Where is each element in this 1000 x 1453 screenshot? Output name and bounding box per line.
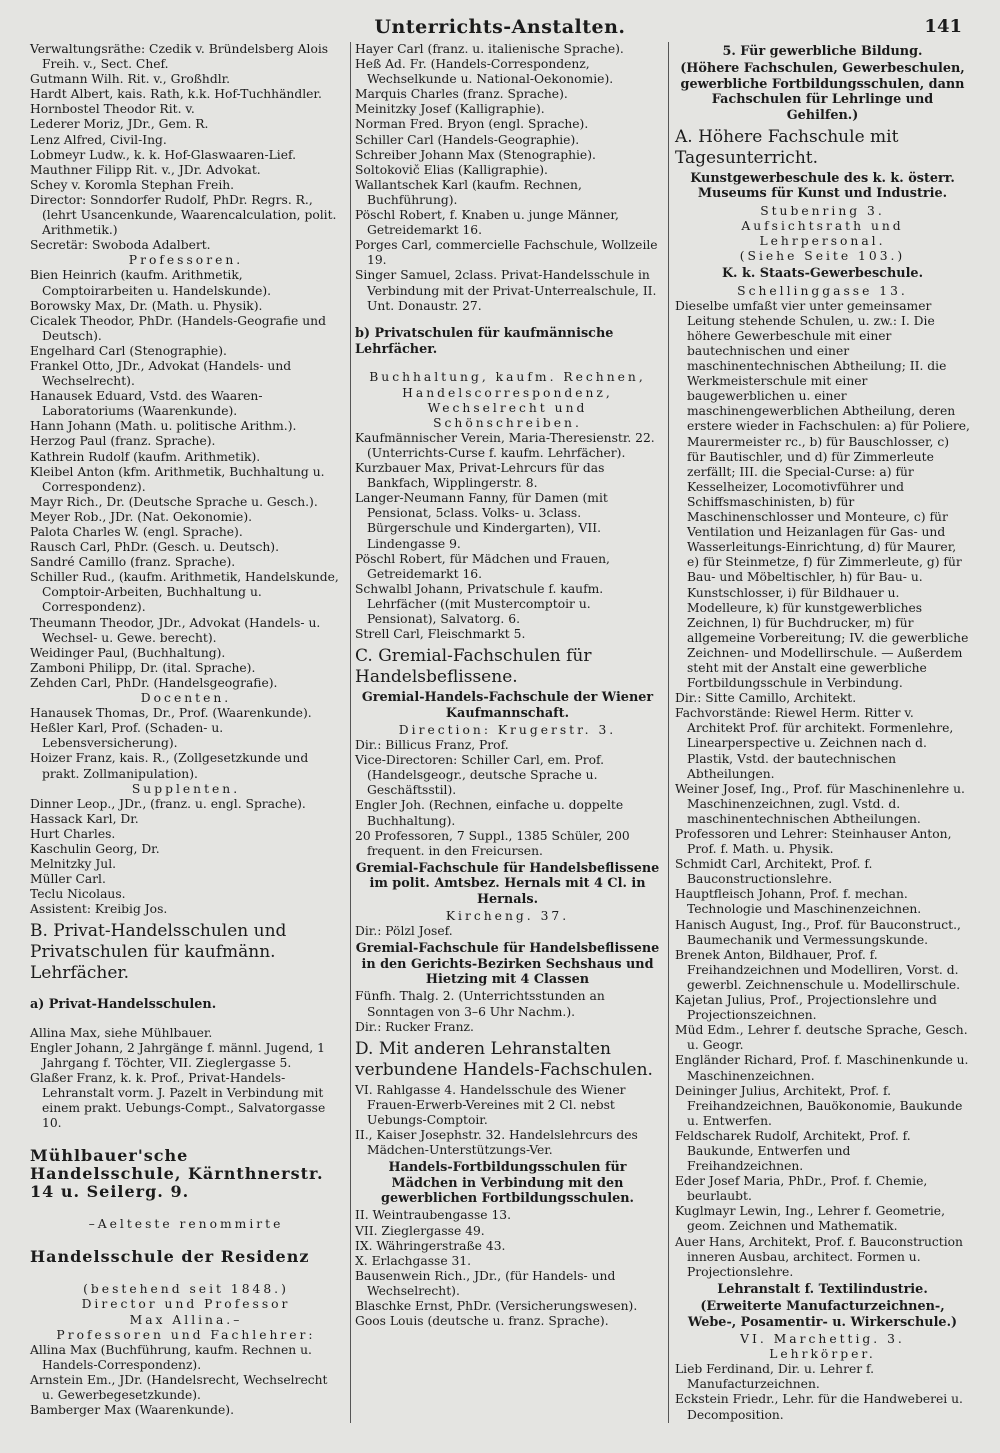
directory-entry: Rausch Carl, PhDr. (Gesch. u. Deutsch). xyxy=(30,540,279,555)
directory-entry: II. Weintraubengasse 13. xyxy=(355,1208,512,1223)
centered-line: Director und Professor xyxy=(81,1297,291,1312)
directory-entry: Fünfh. Thalg. 2. (Unterrichtsstunden an Sonntagen von 3–6 Uhr Nachm.). xyxy=(355,989,605,1019)
directory-entry: Brenek Anton, Bildhauer, Prof. f. Freihandzeichnen und Modelliren, Vorst. d. gewerbl. Zeichnenschule u. Modellirschule. xyxy=(675,947,960,992)
directory-entry: Müller Carl. xyxy=(30,872,106,887)
directory-entry: Hornbostel Theodor Rit. v. xyxy=(30,102,195,117)
directory-entry: Deininger Julius, Architekt, Prof. f. Freihandzeichnen, Bauökonomie, Baukunde u. Entwerfen. xyxy=(675,1083,963,1128)
directory-entry: Frankel Otto, JDr., Advokat (Handels- und Wechselrecht). xyxy=(30,358,292,389)
directory-entry: Allina Max, siehe Mühlbauer. xyxy=(30,1025,213,1040)
directory-entry: Hanausek Eduard, Vstd. des Waaren-Laboratoriums (Waarenkunde). xyxy=(30,389,263,419)
institution-heading: Lehranstalt f. Textilindustrie. xyxy=(717,1281,928,1297)
directory-entry: IX. Währingerstraße 43. xyxy=(355,1238,506,1253)
directory-entry: Allina Max (Buchführung, kaufm. Rechnen u. Handels-Correspondenz). xyxy=(30,1342,312,1372)
centered-line: (Siehe Seite 103.) xyxy=(739,249,906,264)
centered-line: Schellinggasse 13. xyxy=(737,283,908,298)
directory-entry: Engler Johann, 2 Jahrgänge f. männl. Jugend, 1 Jahrgang f. Töchter, VII. Zieglergasse 5. xyxy=(30,1040,325,1070)
directory-entry: VII. Zieglergasse 49. xyxy=(355,1223,485,1238)
directory-entry: II., Kaiser Josephstr. 32. Handelslehrcurs des Mädchen-Unterstützungs-Ver. xyxy=(355,1128,638,1158)
directory-entry: Lederer Moriz, JDr., Gem. R. xyxy=(30,117,209,132)
directory-entry: Professoren und Lehrer: Steinhauser Anton, Prof. f. Math. u. Physik. xyxy=(675,827,952,857)
advertisement-line: Mühlbauer'sche Handelsschule, Kärnthnerstr. 14 u. Seilerg. 9. xyxy=(30,1146,324,1202)
directory-entry: Porges Carl, commercielle Fachschule, Wollzeile 19. xyxy=(355,238,658,268)
directory-entry: Mauthner Filipp Rit. v., JDr. Advokat. xyxy=(30,162,261,177)
directory-entry: Goos Louis (deutsche u. franz. Sprache). xyxy=(355,1314,609,1329)
directory-entry: Hanisch August, Ing., Prof. für Bauconstruct., Baumechanik und Vermessungskunde. xyxy=(675,917,961,947)
centered-line: Professoren und Fachlehrer: xyxy=(56,1327,316,1342)
institution-heading: (Höhere Fachschulen, Gewerbeschulen, gewerbliche Fortbildungsschulen, dann Fachschulen für Lehrlinge und Gehilfen.) xyxy=(680,61,965,123)
directory-entry: Weidinger Paul, (Buchhaltung). xyxy=(30,645,226,660)
directory-entry: Bien Heinrich (kaufm. Arithmetik, Comptoirarbeiten u. Handelskunde). xyxy=(30,268,272,298)
directory-entry: Soltokovič Elias (Kalligraphie). xyxy=(355,162,548,177)
directory-entry: 20 Professoren, 7 Suppl., 1385 Schüler, 200 frequent. in den Freicursen. xyxy=(355,828,630,858)
directory-entry: Hurt Charles. xyxy=(30,826,116,841)
directory-entry: Schiller Carl (Handels-Geographie). xyxy=(355,132,580,147)
centered-line: Kircheng. 37. xyxy=(445,909,570,924)
page-title: Unterrichts-Anstalten. xyxy=(374,16,626,38)
institution-heading: K. k. Staats-Gewerbeschule. xyxy=(721,266,924,282)
directory-entry: Engelhard Carl (Stenographie). xyxy=(30,343,227,358)
centered-line: Docenten. xyxy=(140,691,232,706)
centered-line: Aufsichtsrath und Lehrpersonal. xyxy=(741,218,904,249)
directory-entry: Kajetan Julius, Prof., Projectionslehre und Projectionszeichnen. xyxy=(675,993,937,1023)
institution-heading: 5. Für gewerbliche Bildung. xyxy=(722,44,923,59)
directory-entry: Arnstein Em., JDr. (Handelsrecht, Wechselrecht u. Gewerbegesetzkunde). xyxy=(30,1372,328,1403)
directory-entry: Dieselbe umfaßt vier unter gemeinsamer Leitung stehende Schulen, u. zw.: I. Die höhere Gewerbeschule mit einer bautechnischen und einer maschinentechnischen Abtheilung; II. die Werkmeisterschule mit einer baugewerblichen u. einer maschinengewerblichen Abtheilung, deren erstere wieder in Fachschulen: a) für Poliere, Maurermeister rc., b) für Bauschlosser, c) für Bautischler, und d) für Zimmerleute zerfällt; III. die Special-Curse: a) für Kesselheizer, Locomotivführer und Schiffsmaschinisten, b) für Maschinenschlosser und Monteure, c) für Ventilation und Heizanlagen für Gas- und Wasserleitungs-Einrichtung, d) für Maurer, e) für Steinmetze, f) für Zimmerleute, g) für Bau- und Möbeltischler, h) für Bau- u. Kunstschlosser, i) für Bildhauer u. Modelleure, k) für kunstgewerbliches Zeichnen, l) für Buchdrucker, m) für allgemeine Vorbereitung; IV. die gewerbliche Zeichnen- und Modellirschule. — Außerdem steht mit der Anstalt eine gewerbliche Fortbildungsschule in Verbindung. xyxy=(675,298,970,691)
centered-line: Direction: Krugerstr. 3. xyxy=(398,722,617,737)
centered-line: Stubenring 3. xyxy=(760,203,885,218)
section-heading: C. Gremial-Fachschulen für Handelsbeflissene. xyxy=(355,646,592,688)
directory-entry: Fachvorstände: Riewel Herm. Ritter v. Architekt Prof. für architekt. Formenlehre, Linearperspective u. Zeichnen nach d. Plastik, Vstd. der bautechnischen Abtheilungen. xyxy=(675,706,954,781)
directory-entry: Marquis Charles (franz. Sprache). xyxy=(355,87,568,102)
directory-entry: Auer Hans, Architekt, Prof. f. Bauconstruction inneren Ausbau, architect. Formen u. Projectionslehre. xyxy=(675,1234,963,1279)
directory-entry: Kaschulin Georg, Dr. xyxy=(30,841,160,856)
directory-entry: Director: Sonndorfer Rudolf, PhDr. Regrs. R., (lehrt Usancenkunde, Waarencalculation, polit. Arithmetik.) xyxy=(30,192,337,238)
directory-entry: Palota Charles W. (engl. Sprache). xyxy=(30,525,243,539)
directory-entry: Strell Carl, Fleischmarkt 5. xyxy=(355,627,526,642)
section-heading: B. Privat-Handelsschulen und Privatschulen für kaufmänn. Lehrfächer. xyxy=(30,921,287,984)
directory-entry: Kuglmayr Lewin, Ing., Lehrer f. Geometrie, geom. Zeichnen und Mathematik. xyxy=(675,1204,945,1234)
directory-entry: Dir.: Billicus Franz, Prof. xyxy=(355,738,509,753)
directory-entry: Schiller Rud., (kaufm. Arithmetik, Handelskunde, Comptoir-Arbeiten, Buchhaltung u. Correspondenz). xyxy=(30,570,339,615)
directory-entry: Meinitzky Josef (Kalligraphie). xyxy=(355,102,545,117)
directory-entry: VI. Rahlgasse 4. Handelsschule des Wiener Frauen-Erwerb-Vereines mit 2 Cl. nebst Uebungs-Comptoir. xyxy=(355,1082,626,1127)
directory-entry: Schey v. Koromla Stephan Freih. xyxy=(30,177,235,192)
directory-entry: Secretär: Swoboda Adalbert. xyxy=(30,238,211,253)
directory-entry: Dinner Leop., JDr., (franz. u. engl. Sprache). xyxy=(30,796,306,811)
directory-entry: Langer-Neumann Fanny, für Damen (mit Pensionat, 5class. Volks- u. 3class. Bürgerschule und Kindergarten), VII. Lindengasse 9. xyxy=(355,491,608,551)
directory-entry: Weiner Josef, Ing., Prof. für Maschinenlehre u. Maschinenzeichnen, zugl. Vstd. d. maschinentechnischen Abtheilungen. xyxy=(675,781,965,826)
directory-entry: Assistent: Kreibig Jos. xyxy=(30,902,168,917)
subsection-heading: a) Privat-Handelsschulen. xyxy=(30,997,217,1013)
section-heading: D. Mit anderen Lehranstalten verbundene Handels-Fachschulen. xyxy=(355,1038,653,1080)
directory-entry: Bamberger Max (Waarenkunde). xyxy=(30,1403,235,1418)
centered-line: Professoren. xyxy=(128,253,244,268)
directory-entry: Vice-Directoren: Schiller Carl, em. Prof. (Handelsgeogr., deutsche Sprache u. Geschäftsstil). xyxy=(355,753,605,798)
subsection-heading: b) Privatschulen für kaufmännische Lehrfächer. xyxy=(355,326,614,358)
centered-line: Max Allina.– xyxy=(129,1312,243,1327)
directory-entry: Kurzbauer Max, Privat-Lehrcurs für das Bankfach, Wipplingerstr. 8. xyxy=(355,461,605,491)
institution-heading: Gremial-Fachschule für Handelsbeflissene in den Gerichts-Bezirken Sechshaus und Hietzing mit 4 Classen xyxy=(355,941,660,988)
institution-heading: Gremial-Fachschule für Handelsbeflissene im polit. Amtsbez. Hernals mit 4 Cl. in Hernals. xyxy=(355,860,660,907)
institution-heading: Kunstgewerbeschule des k. k. österr. Museums für Kunst und Industrie. xyxy=(690,171,955,202)
column-left xyxy=(30,42,342,1423)
directory-entry: Hayer Carl (franz. u. italienische Sprache). xyxy=(355,42,624,56)
directory-entry: Engländer Richard, Prof. f. Maschinenkunde u. Maschinenzeichnen. xyxy=(675,1053,969,1083)
directory-entry: Bausenwein Rich., JDr., (für Handels- und Wechselrecht). xyxy=(355,1268,616,1298)
directory-entry: Sandré Camillo (franz. Sprache). xyxy=(30,555,236,570)
directory-entry: Lobmeyr Ludw., k. k. Hof-Glaswaaren-Lief. xyxy=(30,147,297,162)
directory-entry: Kathrein Rudolf (kaufm. Arithmetik). xyxy=(30,449,261,464)
directory-entry: Hassack Karl, Dr. xyxy=(30,811,139,826)
centered-line: Lehrkörper. xyxy=(769,1347,876,1362)
directory-entry: X. Erlachgasse 31. xyxy=(355,1253,472,1268)
institution-heading: Handels-Fortbildungsschulen für Mädchen in Verbindung mit den gewerblichen Fortbildungsschulen. xyxy=(381,1160,634,1206)
directory-entry: Teclu Nicolaus. xyxy=(30,887,126,902)
centered-line: VI. Marchettig. 3. xyxy=(740,1332,905,1347)
page-number: 141 xyxy=(924,16,962,37)
advertisement-line: Handelsschule der Residenz xyxy=(30,1247,310,1267)
directory-entry: Verwaltungsräthe: Czedik v. Bründelsberg Alois Freih. v., Sect. Chef. xyxy=(30,42,329,72)
institution-heading: (Erweiterte Manufacturzeichnen-, Webe-, Posamentir- u. Wirkerschule.) xyxy=(687,1299,958,1330)
directory-entry: Hoizer Franz, kais. R., (Zollgesetzkunde und prakt. Zollmanipulation). xyxy=(30,751,309,781)
directory-entry: Hauptfleisch Johann, Prof. f. mechan. Technologie und Maschinenzeichnen. xyxy=(675,887,922,917)
directory-entry: Pöschl Robert, f. Knaben u. junge Männer, Getreidemarkt 16. xyxy=(355,208,619,238)
directory-entry: Zamboni Philipp, Dr. (ital. Sprache). xyxy=(30,660,256,675)
directory-entry: Wallantschek Karl (kaufm. Rechnen, Buchführung). xyxy=(355,177,582,207)
directory-entry: Schmidt Carl, Architekt, Prof. f. Bauconstructionslehre. xyxy=(675,857,873,887)
directory-entry: Müd Edm., Lehrer f. deutsche Sprache, Gesch. u. Geogr. xyxy=(675,1023,968,1053)
directory-entry: Schreiber Johann Max (Stenographie). xyxy=(355,147,596,162)
directory-entry: Blaschke Ernst, PhDr. (Versicherungswesen). xyxy=(355,1298,638,1313)
directory-entry: Dir.: Sitte Camillo, Architekt. xyxy=(675,691,857,706)
centered-line: –Aelteste renommirte xyxy=(88,1217,284,1232)
directory-entry: Meyer Rob., JDr. (Nat. Oekonomie). xyxy=(30,509,253,524)
directory-entry: Schwalbl Johann, Privatschule f. kaufm. Lehrfächer ((mit Mustercomptoir u. Pensionat), Salvatorg. 6. xyxy=(355,581,604,626)
directory-entry: Gutmann Wilh. Rit. v., Großhdlr. xyxy=(30,72,231,87)
section-heading: A. Höhere Fachschule mit Tagesunterricht. xyxy=(675,127,899,169)
centered-line: (bestehend seit 1848.) xyxy=(83,1282,289,1297)
directory-entry: Theumann Theodor, JDr., Advokat (Handels- u. Wechsel- u. Gewe. berecht). xyxy=(30,615,321,645)
directory-entry: Feldscharek Rudolf, Architekt, Prof. f. Baukunde, Entwerfen und Freihandzeichnen. xyxy=(675,1128,911,1174)
directory-entry: Cicalek Theodor, PhDr. (Handels-Geografie und Deutsch). xyxy=(30,313,326,343)
text-columns xyxy=(30,42,970,1423)
institution-heading: Gremial-Handels-Fachschule der Wiener Kaufmannschaft. xyxy=(361,690,654,721)
directory-entry: Herzog Paul (franz. Sprache). xyxy=(30,434,216,449)
directory-entry: Glaßer Franz, k. k. Prof., Privat-Handels-Lehranstalt vorm. J. Pazelt in Verbindung mit einem prakt. Uebungs-Compt., Salvatorgasse 10. xyxy=(30,1070,326,1131)
column-right xyxy=(668,42,970,1423)
directory-entry: Engler Joh. (Rechnen, einfache u. doppelte Buchhaltung). xyxy=(355,798,624,828)
page-header xyxy=(30,12,970,42)
directory-entry: Heß Ad. Fr. (Handels-Correspondenz, Wechselkunde u. National-Oekonomie). xyxy=(355,57,614,87)
directory-entry: Mayr Rich., Dr. (Deutsche Sprache u. Gesch.). xyxy=(30,494,318,509)
directory-entry: Norman Fred. Bryon (engl. Sprache). xyxy=(355,117,589,132)
directory-entry: Lieb Ferdinand, Dir. u. Lehrer f. Manufacturzeichnen. xyxy=(675,1362,875,1392)
column-middle xyxy=(350,42,660,1423)
directory-entry: Borowsky Max, Dr. (Math. u. Physik). xyxy=(30,298,263,313)
directory-entry: Eder Josef Maria, PhDr., Prof. f. Chemie, beurlaubt. xyxy=(675,1174,928,1204)
directory-entry: Hanausek Thomas, Dr., Prof. (Waarenkunde). xyxy=(30,706,312,721)
directory-entry: Zehden Carl, PhDr. (Handelsgeografie). xyxy=(30,675,278,690)
directory-entry: Dir.: Rucker Franz. xyxy=(355,1019,474,1034)
directory-entry: Kaufmännischer Verein, Maria-Theresienstr. 22. (Unterrichts-Curse f. kaufm. Lehrfächer). xyxy=(355,430,655,460)
centered-line: Buchhaltung, kaufm. Rechnen, Handelscorrespondenz, Wechselrecht und Schönschreiben. xyxy=(369,370,646,430)
directory-entry: Kleibel Anton (kfm. Arithmetik, Buchhaltung u. Correspondenz). xyxy=(30,464,325,494)
centered-line: Supplenten. xyxy=(131,781,241,796)
directory-entry: Heßler Karl, Prof. (Schaden- u. Lebensversicherung). xyxy=(30,721,224,751)
directory-entry: Hardt Albert, kais. Rath, k.k. Hof-Tuchhändler. xyxy=(30,87,322,102)
directory-entry: Eckstein Friedr., Lehr. für die Handweberei u. Decomposition. xyxy=(675,1392,963,1422)
directory-entry: Melnitzky Jul. xyxy=(30,857,117,872)
directory-entry: Hann Johann (Math. u. politische Arithm.). xyxy=(30,419,297,434)
directory-entry: Pöschl Robert, für Mädchen und Frauen, Getreidemarkt 16. xyxy=(355,551,610,581)
directory-entry: Dir.: Pölzl Josef. xyxy=(355,924,453,939)
directory-entry: Singer Samuel, 2class. Privat-Handelsschule in Verbindung mit der Privat-Unterrealschule, II. Unt. Donaustr. 27. xyxy=(355,268,657,313)
directory-entry: Lenz Alfred, Civil-Ing. xyxy=(30,132,167,147)
